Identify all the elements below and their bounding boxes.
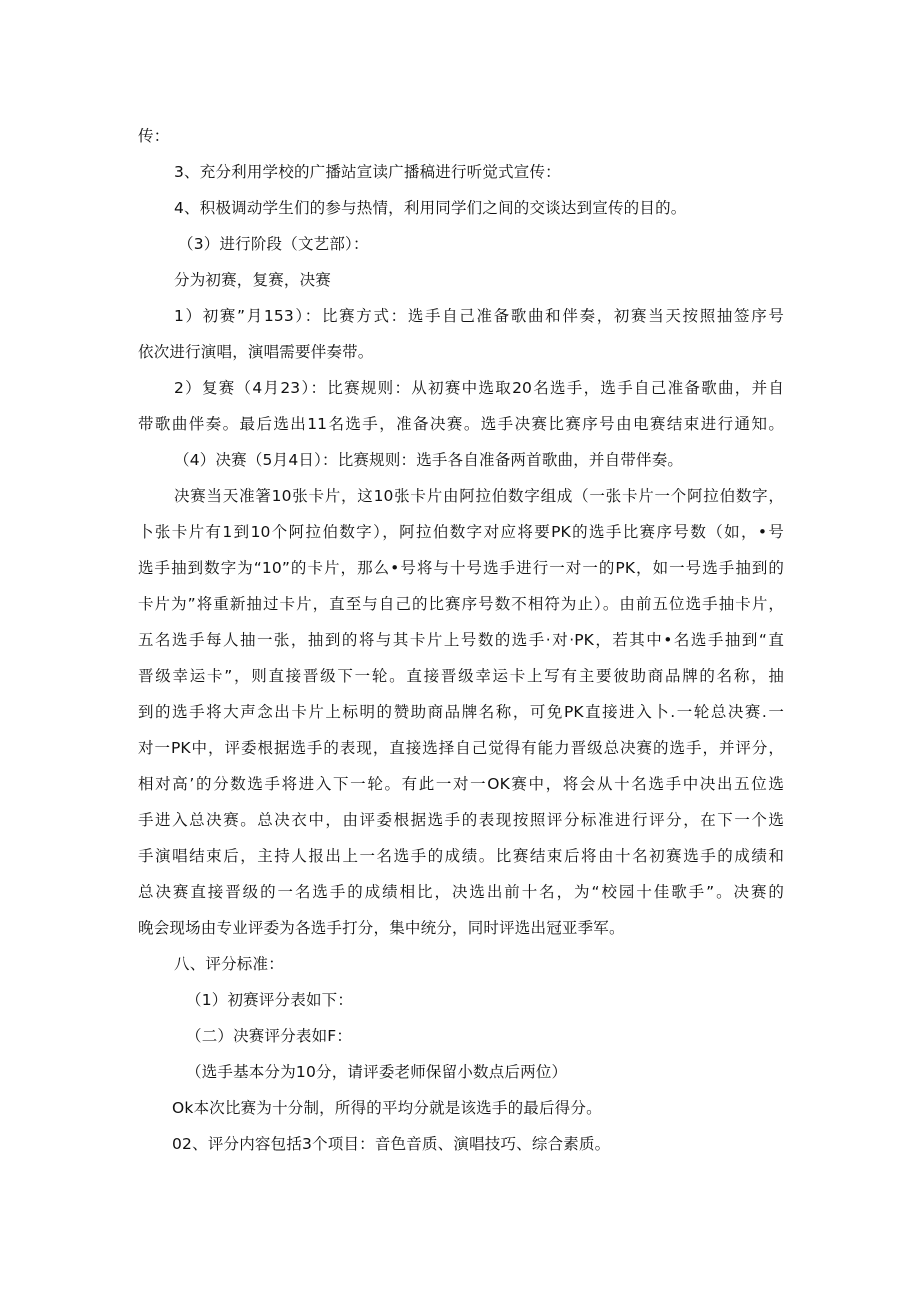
paragraph-line: 卡片为”将重新抽过卡片，直至与自己的比赛序号数不相符为止）。由前五位选手抽卡片， <box>138 595 784 613</box>
section-heading: （3）进行阶段（文艺部）： <box>178 235 369 253</box>
text-line: Ok本次比赛为十分制，所得的平均分就是该选手的最后得分。 <box>172 1099 602 1117</box>
text-line: 分为初赛，复赛，决赛 <box>174 271 332 289</box>
text-line: 4、积极调动学生们的参与热情，利用同学们之间的交谈达到宣传的目的。 <box>174 199 687 217</box>
paragraph-line: 晚会现场由专业评委为各选手打分，集中统分，同时评选出冠亚季军。 <box>138 919 625 937</box>
paragraph-line: 依次进行演唱，演唱需要伴奏带。 <box>138 343 374 361</box>
paragraph-line: 到的选手将大声念出卡片上标明的赞助商品牌名称，可免PK直接进入卜.一轮总决赛.一 <box>138 703 784 721</box>
paragraph-line: 五名选手每人抽一张，抽到的将与其卡片上号数的选手·对·PK，若其中•名选手抽到“直 <box>138 631 784 649</box>
paragraph-line: 手进入总决赛。总决衣中，由评委根据选手的表现按照评分标准进行评分，在下一个选 <box>138 811 784 829</box>
paragraph-line: 选手抽到数字为“10”的卡片，那么•号将与十号选手进行一对一的PK，如一号选手抽到的 <box>138 559 784 577</box>
paragraph-line: （4）决赛（5月4日）：比赛规则：选手各自准备两首歌曲，并自带伴奏。 <box>174 451 684 469</box>
paragraph-line: 对一PK中，评委根据选手的表现，直接选择自己觉得有能力晋级总决赛的选手，并评分， <box>138 739 784 757</box>
text-line: 02、评分内容包括3个项目：音色音质、演唱技巧、综合素质。 <box>172 1135 611 1153</box>
paragraph-line: 带歌曲伴奏。最后选出11名选手，准备决赛。选手决赛比赛序号由电赛结束进行通知。 <box>138 415 784 433</box>
text-line: 3、充分利用学校的广播站宣读广播稿进行听觉式宣传： <box>174 163 561 181</box>
paragraph-line: 1）初赛”月153）：比赛方式：选手自己准备歌曲和伴奏，初赛当天按照抽签序号 <box>174 307 784 325</box>
paragraph-line: 2）复赛（4月23）：比赛规则：从初赛中选取20名选手，选手自己准备歌曲，并自 <box>174 379 784 397</box>
paragraph-line: 相对高’的分数选手将进入下一轮。有此一对一OK赛中，将会从十名选手中决出五位选 <box>138 775 784 793</box>
paragraph-line: 总决赛直接晋级的一名选手的成绩相比，决选出前十名，为“校园十佳歌手”。决赛的 <box>138 883 784 901</box>
subsection-heading: （二）决赛评分表如F： <box>186 1027 353 1045</box>
paragraph-line: 手演唱结束后，主持人报出上一名选手的成绩。比赛结束后将由十名初赛选手的成绩和 <box>138 847 784 865</box>
text-line: 传： <box>138 127 170 145</box>
section-heading: 八、评分标准： <box>174 955 284 973</box>
paragraph-line: 卜张卡片有1到10个阿拉伯数字），阿拉伯数字对应将要PK的选手比赛序号数（如，•号 <box>138 523 784 541</box>
paragraph-line: 晋级幸运卡”，则直接晋级下一轮。直接晋级幸运卡上写有主要彼助商品牌的名称，抽 <box>138 667 784 685</box>
subsection-heading: （1）初赛评分表如下： <box>186 991 354 1009</box>
text-line: （选手基本分为10分，请评委老师保留小数点后两位） <box>186 1063 568 1081</box>
paragraph-line: 决赛当天准箸10张卡片，这10张卡片由阿拉伯数字组成（一张卡片一个阿拉伯数字， <box>174 487 784 505</box>
